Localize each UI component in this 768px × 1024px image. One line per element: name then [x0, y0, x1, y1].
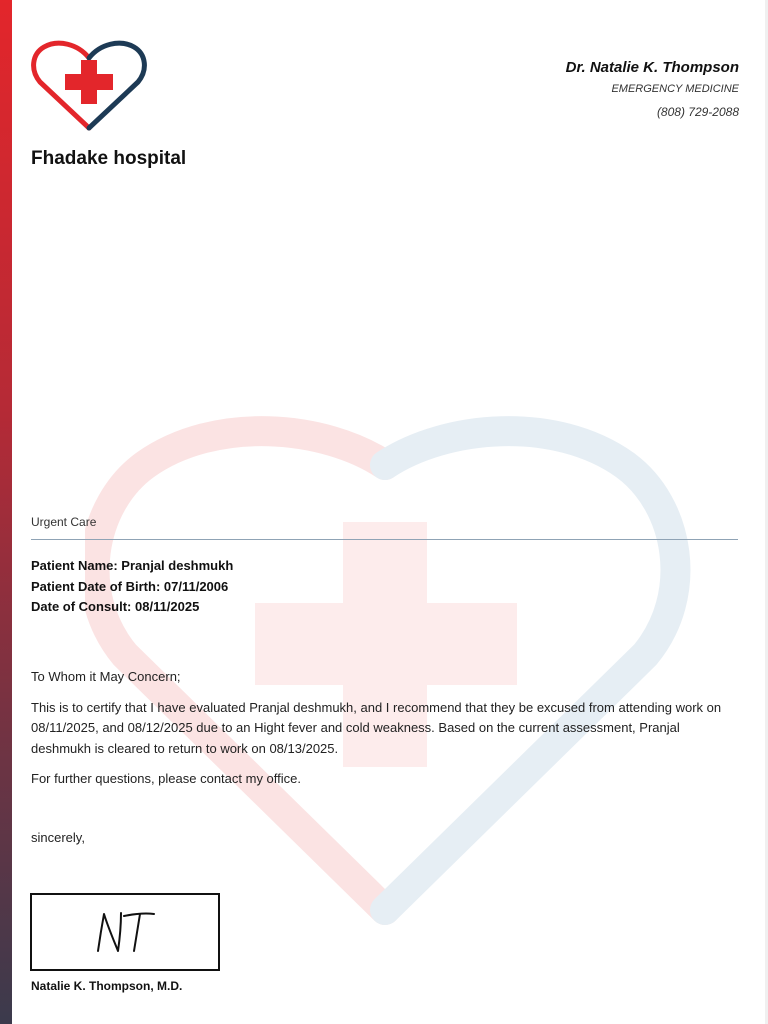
- salutation: To Whom it May Concern;: [31, 669, 181, 684]
- closing: sincerely,: [31, 830, 85, 845]
- patient-info: [31, 556, 233, 618]
- accent-sidebar: [0, 0, 12, 1024]
- doctor-info: [566, 58, 739, 119]
- section-label: Urgent Care: [31, 515, 97, 529]
- divider: [31, 539, 738, 540]
- doctor-name: Dr. Natalie K. Thompson: [565, 59, 739, 76]
- letter-body: [31, 667, 741, 790]
- patient-dob: Patient Date of Birth: 07/11/2006: [31, 578, 229, 594]
- signature-initials-icon: [90, 907, 160, 957]
- signer-name: Natalie K. Thompson, M.D.: [31, 979, 183, 993]
- contact-text: For further questions, please contact my office.: [31, 771, 302, 786]
- doctor-phone: (808) 729-2088: [656, 105, 739, 119]
- consult-date: Date of Consult: 08/11/2025: [31, 599, 200, 614]
- patient-name: Patient Name: Pranjal deshmukh: [31, 558, 234, 573]
- hospital-name: Fhadake hospital: [31, 148, 187, 169]
- certification-text: This is to certify that I have evaluated Pranjal deshmukh, and I recommend that they be excused from attending work on 08/11/2025, and 08/12/2025 due to an Hight fever and cold weakness. Based on the current assessment, Pranjal deshmukh is cleared to return to work on 08/13/2025.: [31, 699, 722, 756]
- doctor-department: EMERGENCY MEDICINE: [611, 83, 739, 95]
- signature-box: [30, 893, 220, 971]
- heart-cross-watermark-icon: [85, 405, 695, 925]
- heart-cross-logo-icon: [30, 40, 148, 132]
